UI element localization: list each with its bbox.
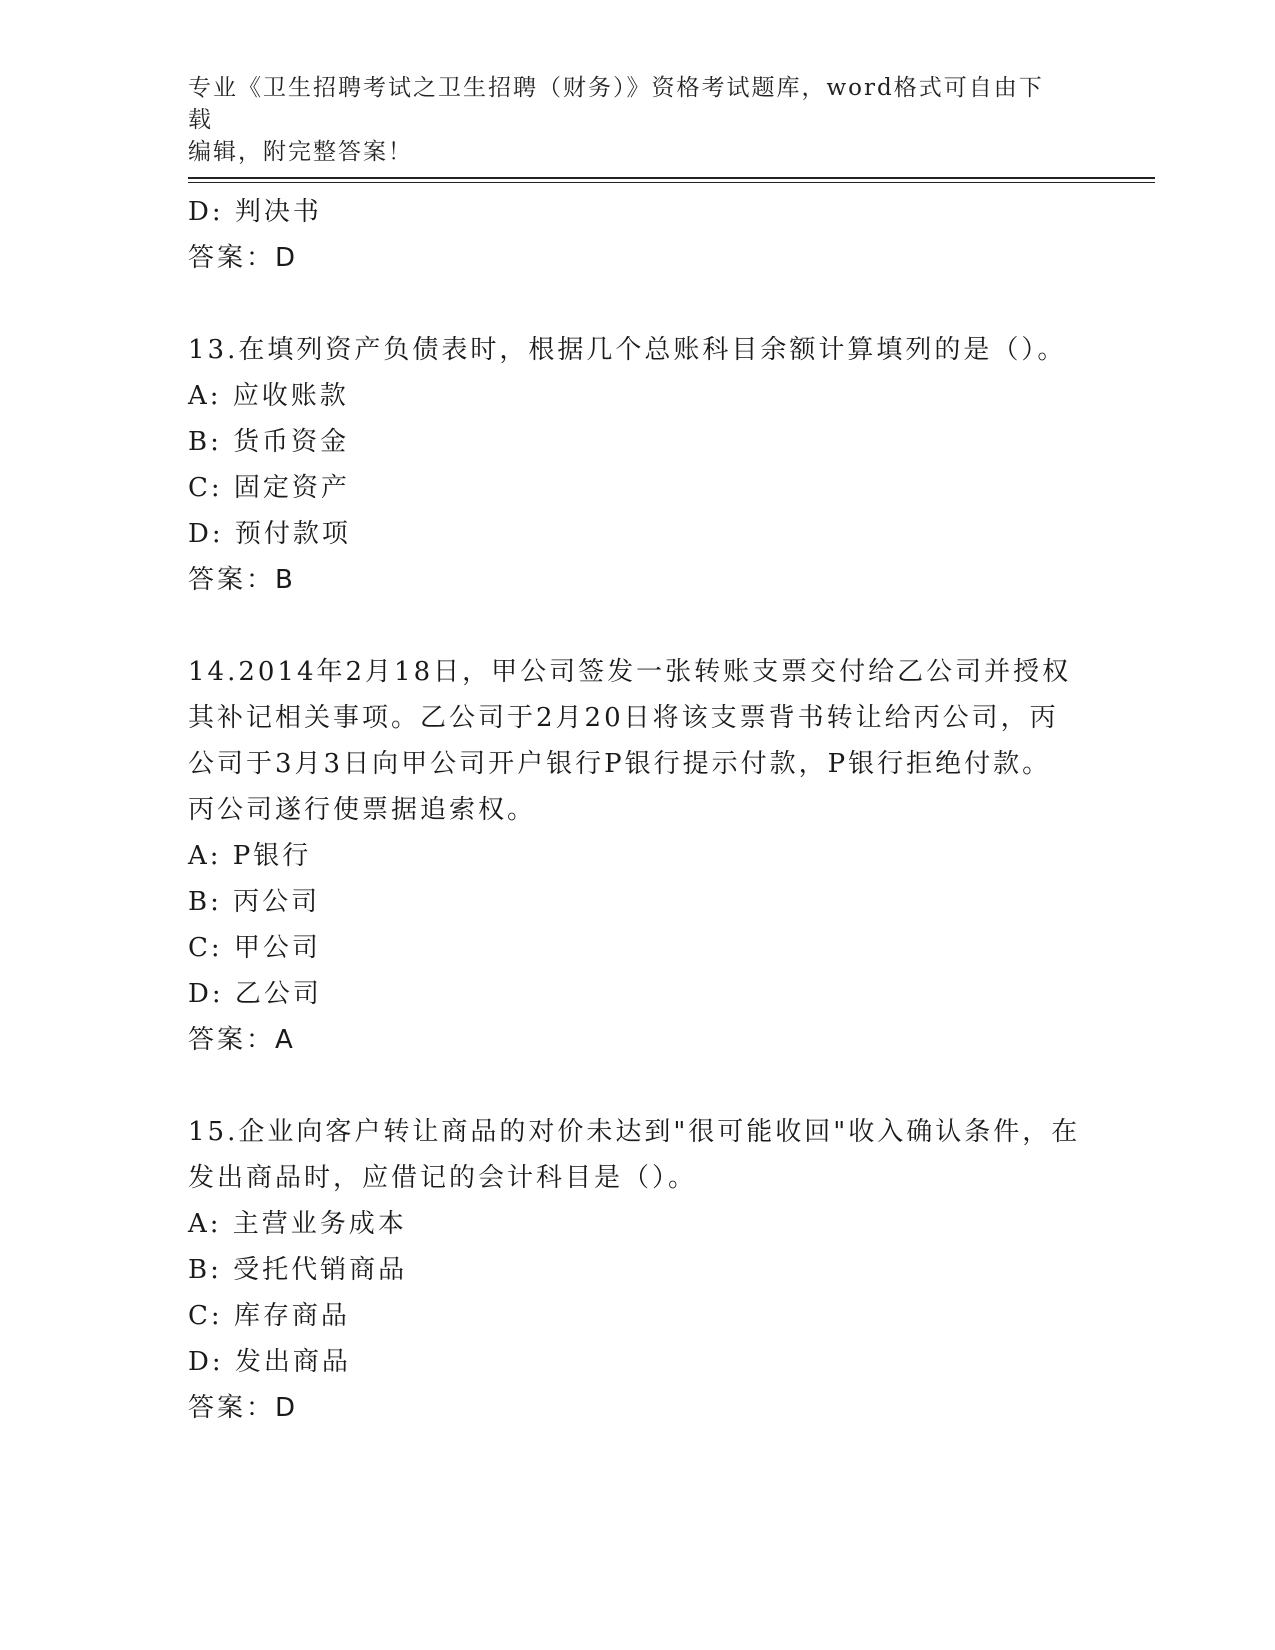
prev-option-d: D: 判决书 — [188, 197, 322, 227]
header-line-1: 专业《卫生招聘考试之卫生招聘（财务）》资格考试题库，word格式可自由下载 — [188, 75, 1044, 133]
question-15-option-b: B: 受托代销商品 — [188, 1255, 408, 1285]
question-14-option-b: B: 丙公司 — [188, 887, 321, 917]
question-13-option-a: A: 应收账款 — [188, 381, 349, 411]
question-14-option-d: D: 乙公司 — [188, 979, 322, 1009]
question-14-text-line-2: 其补记相关事项。乙公司于2月20日将该支票背书转让给丙公司，丙 — [188, 703, 1059, 733]
question-15-text-line-2: 发出商品时，应借记的会计科目是（）。 — [188, 1163, 698, 1193]
question-13-option-c: C: 固定资产 — [188, 473, 350, 503]
question-13-text: 13.在填列资产负债表时，根据几个总账科目余额计算填列的是（）。 — [188, 335, 1067, 365]
spacer — [188, 281, 1088, 327]
question-14-text-line-4: 丙公司遂行使票据追索权。 — [188, 795, 537, 825]
question-14-option-c: C: 甲公司 — [188, 933, 321, 963]
spacer — [188, 603, 1088, 649]
question-14-text-line-3: 公司于3月3日向甲公司开户银行P银行提示付款，P银行拒绝付款。 — [188, 749, 1052, 779]
spacer — [188, 1063, 1088, 1109]
question-13-option-d: D: 预付款项 — [188, 519, 351, 549]
question-14-text-line-1: 14.2014年2月18日，甲公司签发一张转账支票交付给乙公司并授权 — [188, 657, 1072, 687]
question-13 — [188, 327, 1088, 603]
question-14-option-a: A: P银行 — [188, 841, 312, 871]
header-divider-thin — [188, 182, 1155, 183]
question-15-option-a: A: 主营业务成本 — [188, 1209, 407, 1239]
question-15-option-c: C: 库存商品 — [188, 1301, 350, 1331]
question-13-option-b: B: 货币资金 — [188, 427, 350, 457]
question-15 — [188, 1109, 1088, 1431]
question-13-answer: 答案：B — [188, 565, 296, 595]
header-line-2: 编辑，附完整答案！ — [188, 139, 413, 165]
question-14-answer: 答案：A — [188, 1025, 296, 1055]
question-15-text-line-1: 15.企业向客户转让商品的对价未达到"很可能收回"收入确认条件，在 — [188, 1117, 1081, 1147]
question-content — [188, 189, 1088, 1431]
prev-answer: 答案：D — [188, 243, 299, 273]
question-14 — [188, 649, 1088, 1063]
question-15-answer: 答案：D — [188, 1393, 299, 1423]
question-15-option-d: D: 发出商品 — [188, 1347, 351, 1377]
header-divider-thick — [188, 177, 1155, 179]
page-header — [188, 72, 1068, 168]
